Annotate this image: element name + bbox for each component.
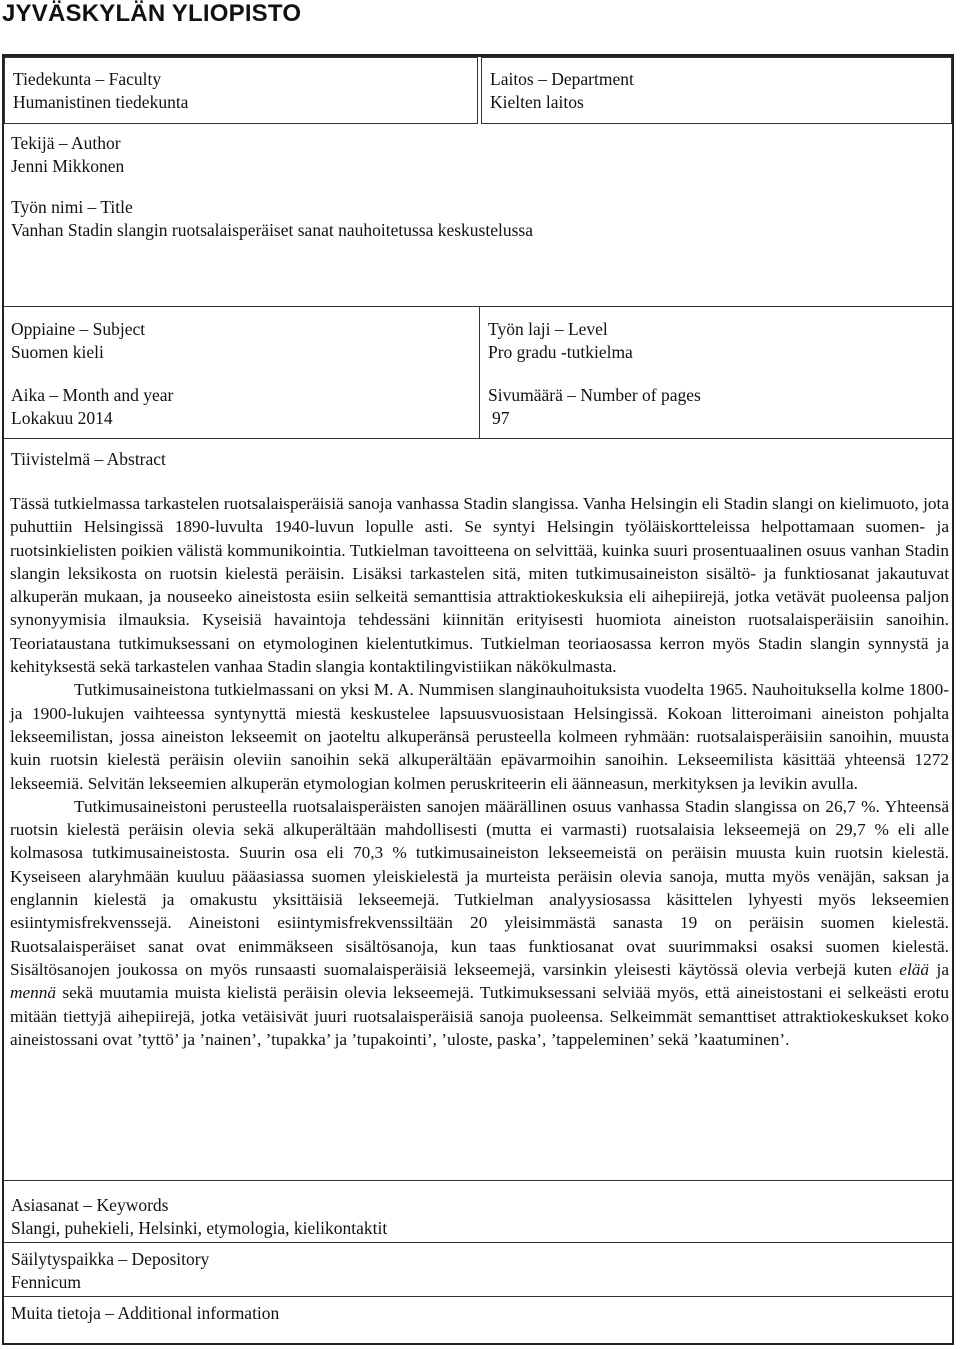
abstract-text xyxy=(10,492,949,1051)
abstract-text-run: ja xyxy=(929,959,949,979)
abstract-text-run: sekä muutamia muista kielistä peräisin olevia lekseemejä. Tutkimuksessani selviää myös, että aineistostani ei selkeästi erotu mitään tiettyjä aihepiirejä, jotka vetäisivät juuri ruotsalaisperäisiä sanoja puoleensa. Selkeimmät semanttiset attraktiokeskukset koko aineistossani ovat ’tyttö’ ja ’nainen’, ’tupakka’ ja ’tupakointi’, ’uloste, paska’, ’tappeleminen’ sekä ’kaatuminen’. xyxy=(10,983,949,1049)
abstract-paragraph: Tässä tutkielmassa tarkastelen ruotsalaisperäisiä sanoja vanhassa Stadin slangissa. Vanha Helsingin eli Stadin slangi on kielimuoto, jota puhuttiin Helsingissä 1890-luvulta 1940-luvun lopulle asti. Se syntyi Helsingin työläiskortteleissa helpottamaan suomen- ja ruotsinkielisten poikien välistä kommunikointia. Tutkielman tavoitteena on selvittää, kuinka suuri prosentuaalinen osuus vanhan Stadin slangin leksikosta on ruotsin kielestä peräisin. Lisäksi tarkastelen sitä, miten tutkimusaineiston sisältö- ja funktiosanat jakautuvat alkuperän mukaan, ja nouseeko aineistosta esiin selkeitä semanttisia attraktiokeskuksia eli aihepiirejä, jotka vetävät puoleensa paljon synonyymisia ilmauksia. Kyseisiä havaintoja tehdessäni kiinnitän erityisesti huomiota aineiston ruotsalaisperäisiin sanoihin. Teoriataustana tutkimuksessani on etymologinen kielentutkimus. Tutkielman teoriaosassa kerron myös Stadin slangin synnystä ja kehityksestä sekä tarkastelen vanhaa Stadin slangia kontaktilingvistiikan näkökulmasta. xyxy=(10,494,949,677)
pages-label: Sivumäärä – Number of pages xyxy=(488,385,701,405)
pages-value: 97 xyxy=(492,408,510,428)
university-name: JYVÄSKYLÄN YLIOPISTO xyxy=(2,0,302,27)
divider xyxy=(4,1242,952,1243)
subject-value: Suomen kieli xyxy=(11,342,104,362)
department-label: Laitos – Department xyxy=(490,69,634,89)
level-label: Työn laji – Level xyxy=(488,319,608,339)
divider xyxy=(4,1180,952,1181)
date-value: Lokakuu 2014 xyxy=(11,408,113,428)
department-cell xyxy=(481,57,952,124)
abstract-text-run: Tutkimusaineistoni perusteella ruotsalaisperäisten sanojen määrällinen osuus vanhassa Stadin slangissa on 26,7 %. Yhteensä ruotsin kielestä peräisin olevia sekä alkuperältään mahdollisesti (mutta ei varmasti) ruotsalaisia lekseemejä on 29,7 % eli alle kolmasosa tutkimusaineistosta. Suurin osa eli 70,3 % tutkimusaineiston lekseemeistä on peräisin muusta kuin ruotsin kielestä. Kyseiseen alaryhmään kuuluu pääasiassa suomen yleiskielestä ja murteista peräisin olevia sanoja, mutta myös venäjän, saksan ja englannin kielestä ja omakustu yksittäisiä lekseemejä. Tutkielman analyysiosassa käsittelen lyhyesti myös lekseemien esiintymisfrekvenssejä. Aineistoni esiintymisfrekvenssiltään 20 yleisimmästä sanasta 19 on peräisin suomen kielestä. Ruotsalaisperäiset sanat ovat enimmäkseen sisältösanoja, kun taas funktiosanat ovat suurimmaksi osaksi suomen kielestä. Sisältösanojen joukossa on myös runsaasti suomalaisperäisiä lekseemejä, varsinkin yleisesti käytössä olevia verbejä kuten xyxy=(10,796,949,979)
faculty-cell xyxy=(4,57,478,124)
author-value: Jenni Mikkonen xyxy=(11,156,125,176)
depository-label: Säilytyspaikka – Depository xyxy=(11,1249,210,1269)
additional-label: Muita tietoja – Additional information xyxy=(11,1303,280,1323)
subject-label: Oppiaine – Subject xyxy=(11,319,146,339)
faculty-value: Humanistinen tiedekunta xyxy=(13,92,189,112)
column-divider xyxy=(479,306,480,438)
title-value: Vanhan Stadin slangin ruotsalaisperäiset sanat nauhoitetussa keskustelussa xyxy=(11,220,533,240)
abstract-italic-word: mennä xyxy=(10,983,57,1003)
author-label: Tekijä – Author xyxy=(11,133,121,153)
abstract-label: Tiivistelmä – Abstract xyxy=(11,449,166,469)
abstract-italic-word: elää xyxy=(899,959,930,979)
depository-value: Fennicum xyxy=(11,1272,81,1292)
divider xyxy=(4,306,952,307)
level-value: Pro gradu -tutkielma xyxy=(488,342,633,362)
abstract-paragraph: Tutkimusaineistona tutkielmassani on yksi M. A. Nummisen slanginauhoituksista vuodelta 1965. Nauhoituksella kolme 1800- ja 1900-lukujen vaihteessa syntynyttä miestä keskustelee lapsuusvuosistaan Helsingissä. Kokoan litteroimani aineiston pohjalta lekseemilistan, jossa aineiston lekseemit on jaoteltu alkuperänsä perusteella kolmeen ryhmään: ruotsalaisperäisiin sanoihin, muusta kuin ruotsin kielestä peräisin oleviin sanoihin sekä alkuperältään epävarmoihin sanoihin. Lekseemilista käsittää yhteensä 1272 lekseemiä. Selvitän lekseemien alkuperän etymologian kolmen peruskriteerin eli äänneasun, merkityksen ja levikin avulla. xyxy=(10,680,949,793)
faculty-label: Tiedekunta – Faculty xyxy=(13,69,162,89)
divider xyxy=(4,438,952,439)
keywords-label: Asiasanat – Keywords xyxy=(11,1195,169,1215)
abstract-paragraph xyxy=(10,795,949,1051)
keywords-value: Slangi, puhekieli, Helsinki, etymologia, kielikontaktit xyxy=(11,1218,388,1238)
department-value: Kielten laitos xyxy=(490,92,584,112)
title-label: Työn nimi – Title xyxy=(11,197,133,217)
divider xyxy=(4,1296,952,1297)
date-label: Aika – Month and year xyxy=(11,385,174,405)
